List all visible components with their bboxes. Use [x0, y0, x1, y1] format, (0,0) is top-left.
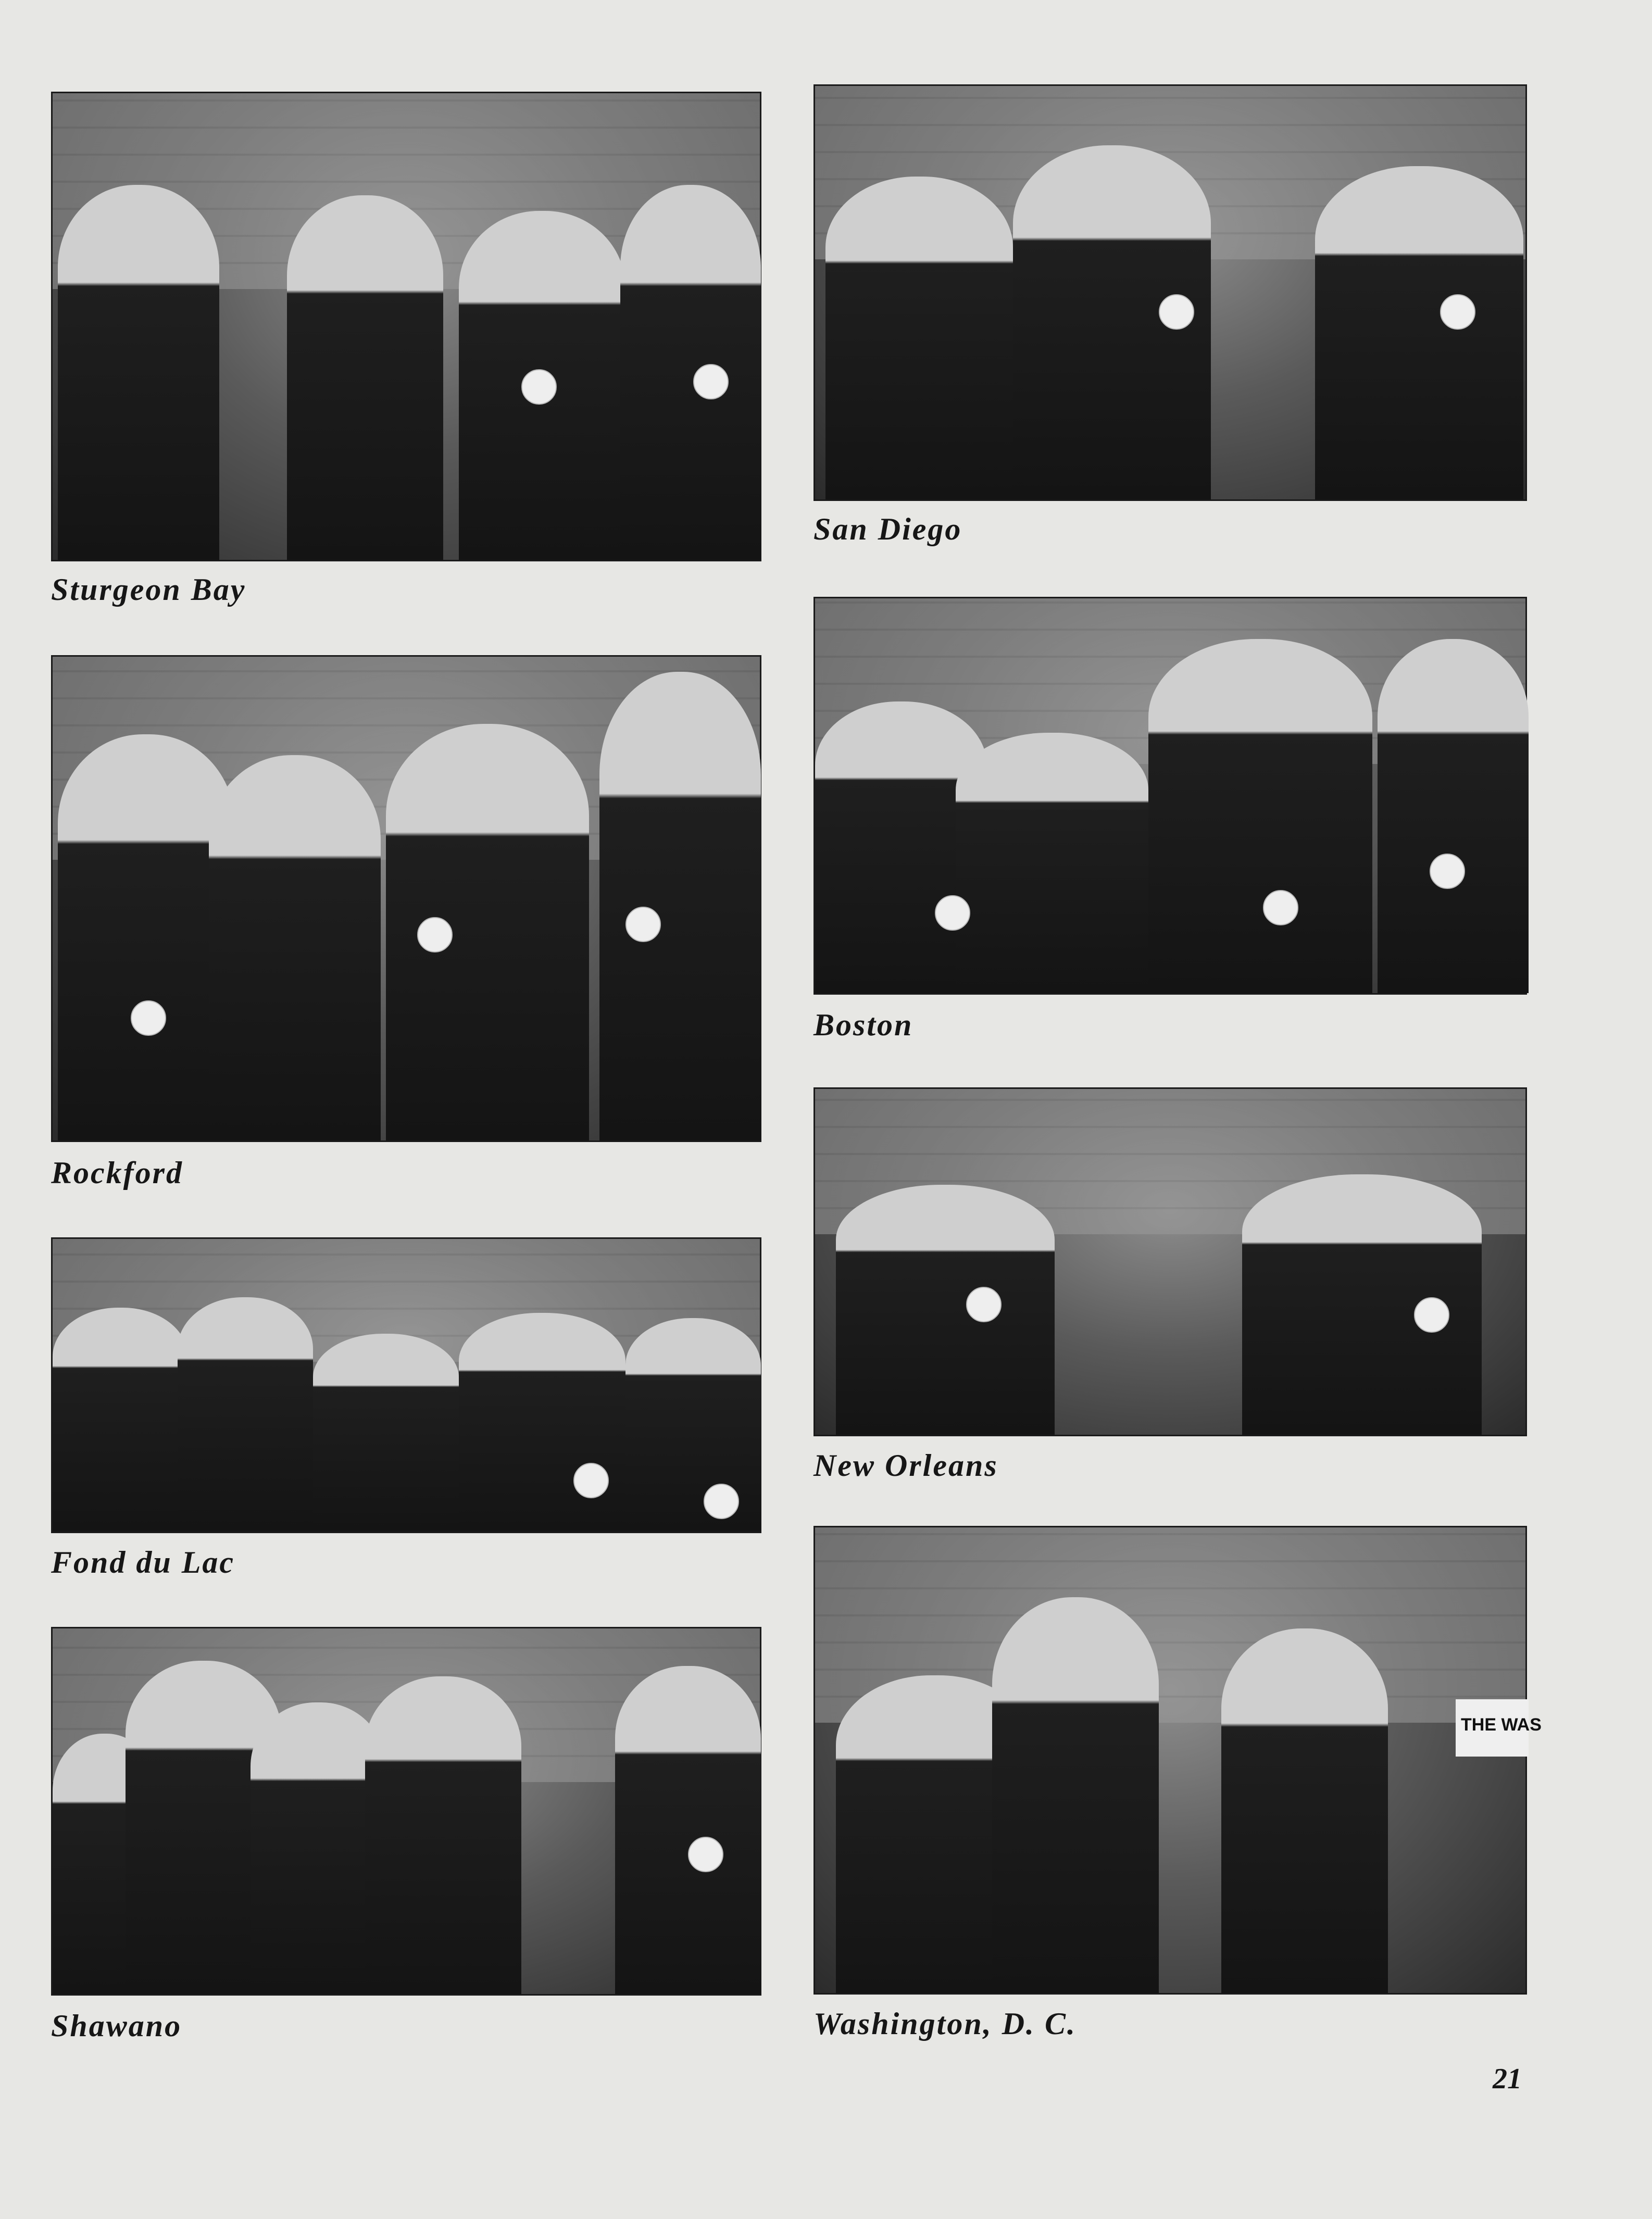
caption-rockford: Rockford — [51, 1156, 183, 1190]
page-number: 21 — [1493, 2063, 1522, 2095]
caption-boston: Boston — [814, 1008, 913, 1042]
rockford-photo — [51, 655, 761, 1142]
washington-dc-photo — [814, 1526, 1542, 1995]
caption-washington-dc: Washington, D. C. — [814, 2007, 1077, 2041]
caption-shawano: Shawano — [51, 2009, 182, 2043]
boston-photo — [814, 597, 1527, 995]
sturgeon-bay-photo — [51, 92, 761, 561]
podium-sign: THE WAS — [1456, 1699, 1529, 1757]
fond-du-lac-photo — [51, 1237, 761, 1533]
shawano-photo — [51, 1627, 761, 1996]
caption-san-diego: San Diego — [814, 512, 962, 546]
caption-sturgeon-bay: Sturgeon Bay — [51, 572, 246, 607]
caption-new-orleans: New Orleans — [814, 1448, 998, 1483]
san-diego-photo — [814, 84, 1527, 501]
new-orleans-photo — [814, 1087, 1527, 1436]
caption-fond-du-lac: Fond du Lac — [51, 1545, 235, 1579]
